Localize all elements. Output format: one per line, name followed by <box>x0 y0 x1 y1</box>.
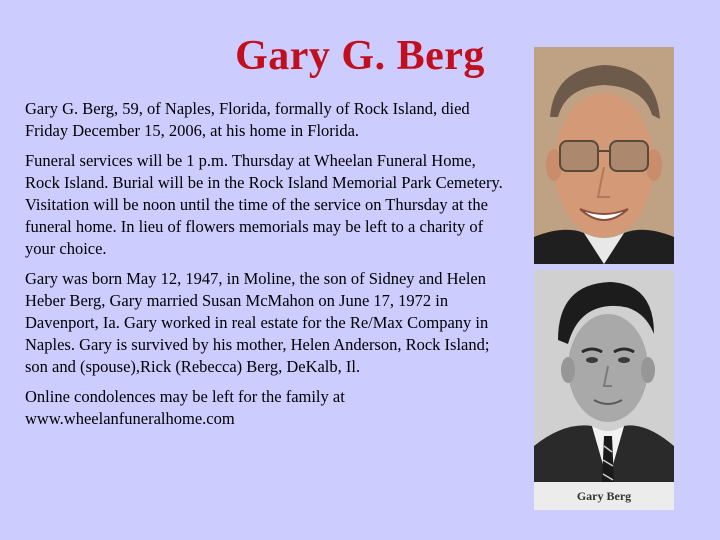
page-title: Gary G. Berg <box>235 33 485 79</box>
obituary-paragraph-services: Funeral services will be 1 p.m. Thursday at Wheelan Funeral Home, Rock Island. Burial will be in the Rock Island Memorial Park Cemetery. Visitation will be noon until the time of the service on Thursday at the funeral home. In lieu of flowers memorials may be left to a charity of your choice. <box>25 151 503 258</box>
obituary-paragraph-condolences: Online condolences may be left for the family at www.wheelanfuneralhome.com <box>25 387 345 428</box>
obituary-text <box>25 98 510 438</box>
obituary-paragraph-intro: Gary G. Berg, 59, of Naples, Florida, formally of Rock Island, died Friday December 15, 2006, at his home in Florida. <box>25 99 470 140</box>
obituary-paragraph-biography: Gary was born May 12, 1947, in Moline, the son of Sidney and Helen Heber Berg, Gary married Susan McMahon on June 17, 1972 in Davenport, Ia. Gary worked in real estate for the Re/Max Company in Naples. Gary is survived by his mother, Helen Anderson, Rock Island; son and (spouse),Rick (Rebecca) Berg, DeKalb, Il. <box>25 269 490 376</box>
recent-portrait-illustration <box>534 47 674 264</box>
yearbook-portrait-photo <box>534 270 674 510</box>
recent-portrait-photo <box>534 47 674 264</box>
yearbook-photo-caption: Gary Berg <box>534 482 674 510</box>
yearbook-portrait-illustration <box>534 270 674 482</box>
